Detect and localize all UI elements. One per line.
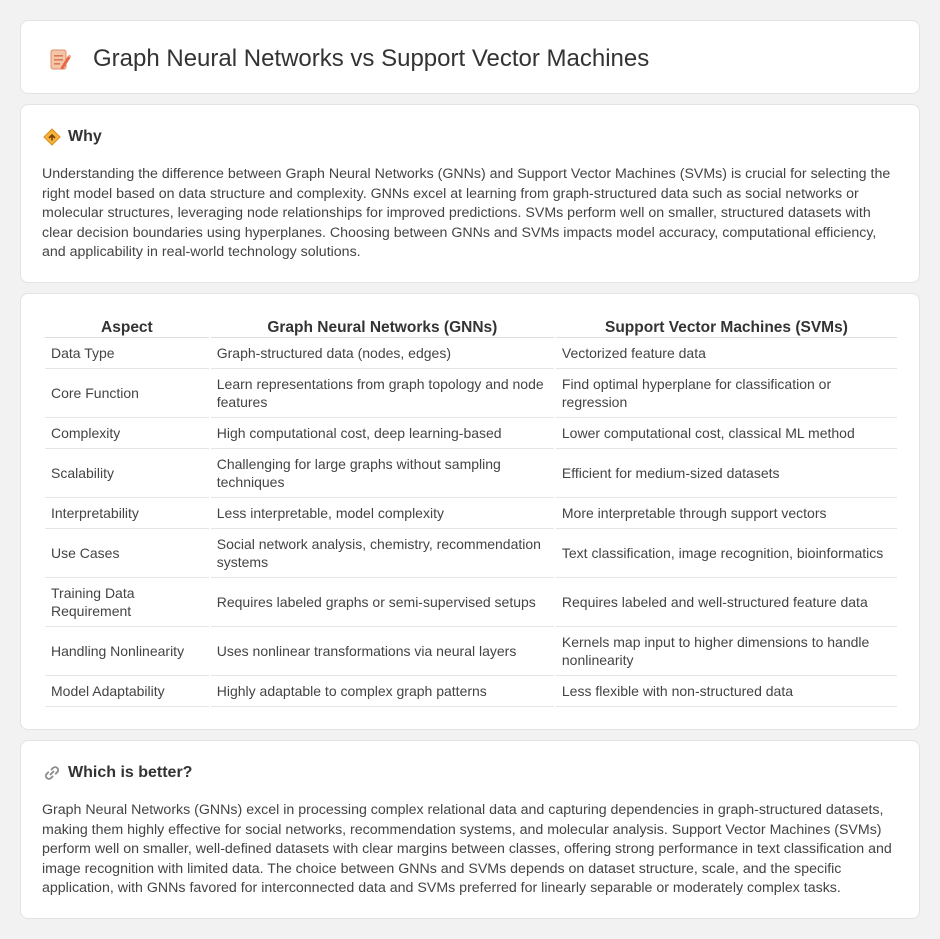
aspect-cell: Interpretability [45, 498, 209, 529]
comparison-table [43, 316, 899, 707]
table-row [45, 449, 897, 498]
aspect-cell: Use Cases [45, 529, 209, 578]
table-row [45, 627, 897, 676]
table-row [45, 338, 897, 369]
aspect-cell: Data Type [45, 338, 209, 369]
column-header-gnn: Graph Neural Networks (GNNs) [211, 316, 554, 338]
svm-cell: Vectorized feature data [556, 338, 897, 369]
gnn-cell: Less interpretable, model complexity [211, 498, 554, 529]
gnn-cell: Graph-structured data (nodes, edges) [211, 338, 554, 369]
gnn-cell: Highly adaptable to complex graph patterns [211, 676, 554, 707]
svm-cell: Less flexible with non-structured data [556, 676, 897, 707]
aspect-cell: Model Adaptability [45, 676, 209, 707]
why-heading-row [43, 127, 102, 147]
document-pen-icon [49, 47, 71, 71]
table-row [45, 676, 897, 707]
svm-cell: Find optimal hyperplane for classification or regression [556, 369, 897, 418]
gnn-cell: Social network analysis, chemistry, recommendation systems [211, 529, 554, 578]
gnn-cell: Requires labeled graphs or semi-supervised setups [211, 578, 554, 627]
aspect-cell: Handling Nonlinearity [45, 627, 209, 676]
table-row [45, 578, 897, 627]
gnn-cell: High computational cost, deep learning-based [211, 418, 554, 449]
why-text: Understanding the difference between Graph Neural Networks (GNNs) and Support Vector Machines (SVMs) is crucial for selecting the right model based on data structure and complexity. GNNs excel at learning from graph-structured data such as social networks or molecular structures, leveraging node relationships for improved predictions. SVMs perform well on smaller, structured datasets with clear decision boundaries using hyperplanes. Choosing between GNNs and SVMs impacts model accuracy, computational efficiency, and applicability in real-world technology solutions. [42, 166, 891, 261]
gnn-cell: Uses nonlinear transformations via neural layers [211, 627, 554, 676]
better-heading-row [43, 763, 192, 783]
table-row [45, 498, 897, 529]
table-row [45, 418, 897, 449]
why-heading: Why [68, 128, 102, 145]
aspect-cell: Training Data Requirement [45, 578, 209, 627]
svm-cell: Lower computational cost, classical ML method [556, 418, 897, 449]
table-header-row [45, 316, 897, 338]
aspect-cell: Scalability [45, 449, 209, 498]
svm-cell: Text classification, image recognition, bioinformatics [556, 529, 897, 578]
column-header-aspect: Aspect [45, 316, 209, 338]
diamond-sign-icon [43, 128, 61, 146]
table-row [45, 529, 897, 578]
header-card [20, 20, 920, 94]
better-heading: Which is better? [68, 764, 193, 781]
svm-cell: Requires labeled and well-structured feature data [556, 578, 897, 627]
better-text: Graph Neural Networks (GNNs) excel in processing complex relational data and capturing dependencies in graph-structured datasets, making them highly effective for social networks, recommendation systems, and molecular analysis. Support Vector Machines (SVMs) perform well on smaller, well-defined datasets with clear margins between classes, offering strong performance in text classification and image recognition with limited data. The choice between GNNs and SVMs depends on dataset structure, scale, and the specific application, with GNNs favored for interconnected data and SVMs preferred for linearly separable or moderately complex tasks. [42, 802, 892, 897]
svm-cell: More interpretable through support vectors [556, 498, 897, 529]
why-section [20, 104, 920, 283]
comparison-section [20, 293, 920, 730]
aspect-cell: Complexity [45, 418, 209, 449]
gnn-cell: Learn representations from graph topology and node features [211, 369, 554, 418]
svm-cell: Kernels map input to higher dimensions to handle nonlinearity [556, 627, 897, 676]
link-icon [43, 764, 61, 782]
column-header-svm: Support Vector Machines (SVMs) [556, 316, 897, 338]
which-is-better-section [20, 740, 920, 919]
table-row [45, 369, 897, 418]
gnn-cell: Challenging for large graphs without sampling techniques [211, 449, 554, 498]
aspect-cell: Core Function [45, 369, 209, 418]
page-title: Graph Neural Networks vs Support Vector Machines [93, 45, 650, 72]
svm-cell: Efficient for medium-sized datasets [556, 449, 897, 498]
